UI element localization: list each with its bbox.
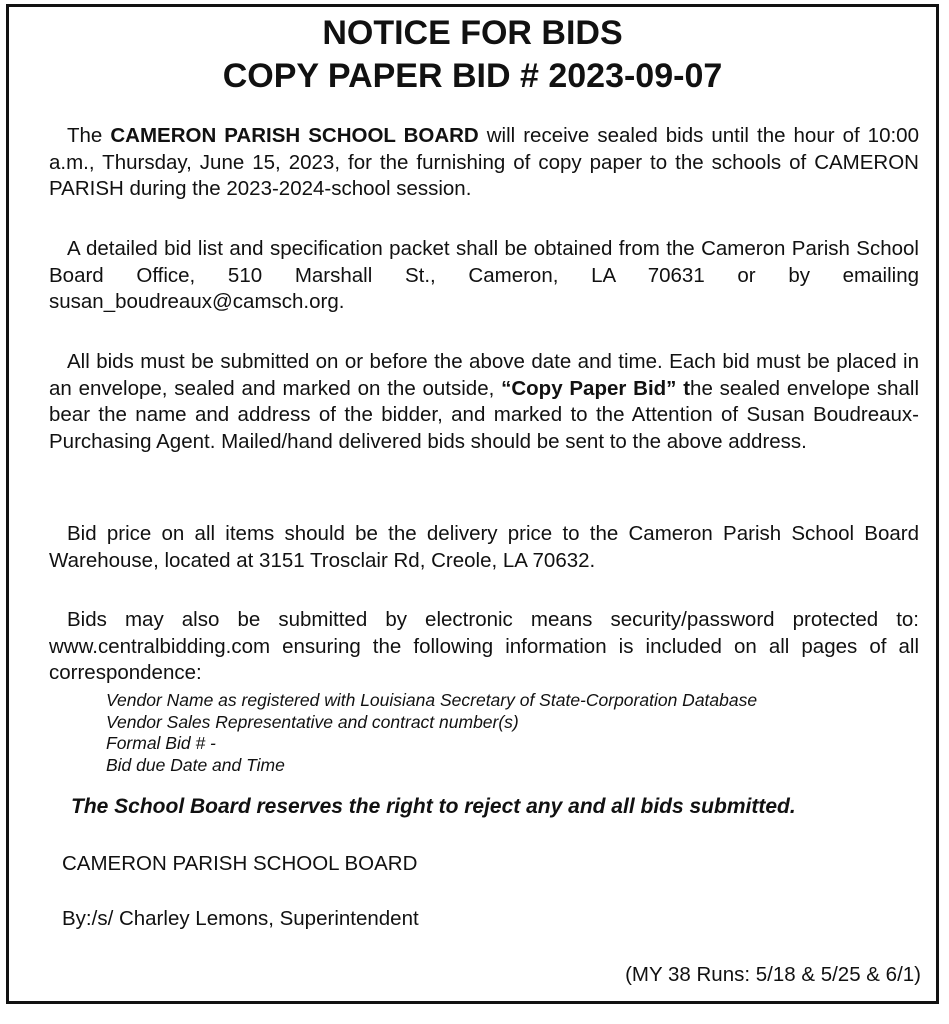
- reserve-statement: The School Board reserves the right to reject any and all bids submitted.: [71, 795, 796, 818]
- para3-pre: All bids must be submitted on or before the above date and time. Each bid must be placed in an envelope, sealed and marked on the outside,: [49, 350, 919, 400]
- list-item: Vendor Name as registered with Louisiana Secretary of State-Corporation Database: [106, 690, 758, 710]
- para3-post: he sealed envelope shall bear the name and address of the bidder, and marked to the Attention of Susan Boudreaux-Purchasing Agent. Mailed/hand delivered bids should be sent to the above address.: [49, 376, 919, 453]
- list-item: Bid due Date and Time: [106, 754, 285, 775]
- bid-number-title: COPY PAPER BID # 2023-09-07: [222, 57, 723, 95]
- para2-text: A detailed bid list and specification packet shall be obtained from the Cameron Parish School Board Office, 510 Marshall St., Cameron, LA 70631 or by emailing susan_boudreaux@camsch.org.: [49, 237, 919, 313]
- school-board-name: CAMERON PARISH SCHOOL BOARD: [110, 124, 479, 147]
- paragraph-delivery-price: [49, 521, 919, 574]
- paragraph-submission: [49, 349, 919, 455]
- publication-runs: (MY 38 Runs: 5/18 & 5/25 & 6/1): [625, 963, 921, 986]
- paragraph-bid-packet: [49, 236, 919, 316]
- signature-line: By:/s/ Charley Lemons, Superintendent: [62, 907, 419, 930]
- copy-paper-bid-label: “Copy Paper Bid” t: [501, 376, 691, 400]
- para1-post: will receive sealed bids until the hour of 10:00 a.m., Thursday, June 15, 2023, for the furnishing of copy paper to the schools of CAMERON PARISH during the 2023-2024-school session.: [49, 124, 919, 200]
- list-item: Vendor Sales Representative and contract number(s): [106, 711, 519, 732]
- paragraph-electronic-submission: [49, 607, 919, 687]
- organization-name: CAMERON PARISH SCHOOL BOARD: [62, 852, 418, 875]
- para4-text: Bid price on all items should be the delivery price to the Cameron Parish School Board Warehouse, located at 3151 Trosclair Rd, Creole, LA 70632.: [49, 522, 919, 572]
- para5-text: Bids may also be submitted by electronic means security/password protected to: www.centralbidding.com ensuring the following information is included on all pages of all correspondence:: [49, 608, 919, 684]
- notice-title: NOTICE FOR BIDS: [322, 14, 623, 52]
- para1-pre: The: [67, 124, 111, 147]
- paragraph-bid-deadline: [49, 123, 919, 203]
- notice-box: [6, 4, 939, 1004]
- required-info-list: [106, 690, 757, 776]
- list-item: Formal Bid # -: [106, 733, 216, 753]
